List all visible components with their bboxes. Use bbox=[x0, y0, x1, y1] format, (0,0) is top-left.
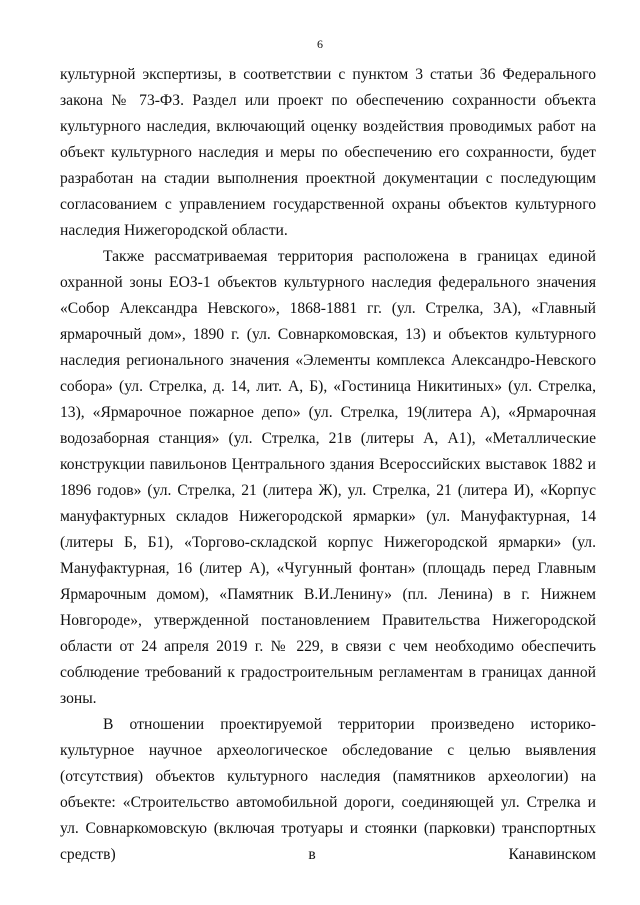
page-number: 6 bbox=[317, 37, 323, 51]
paragraph-expertise-continuation: культурной экспертизы, в соответствии с пунктом 3 статьи 36 Федерального закона № 73-ФЗ. Раздел или проект по обеспечению сохранности объекта культурного наследия, включающий оценку воздействия проводимых работ на объект культурного наследия и меры по обеспечению его сохранности, будет разработан на стадии выполнения проектной документации с последующим согласованием с управлением государственной охраны объектов культурного наследия Нижегородской области. bbox=[60, 66, 596, 239]
document-body bbox=[60, 62, 596, 868]
paragraph-archaeological-survey: В отношении проектируемой территории произведено историко-культурное научное археологическое обследование с целью выявления (отсутствия) объектов культурного наследия (памятников археологии) на объекте: «Строительство автомобильной дороги, соединяющей ул. Стрелка и ул. Совнаркомовскую (включая тротуары и стоянки (парковки) транспортных средств) в Канавинском bbox=[60, 716, 596, 863]
paragraph-protection-zone: Также рассматриваемая территория расположена в границах единой охранной зоны ЕОЗ-1 объектов культурного наследия федерального значения «Собор Александра Невского», 1868-1881 гг. (ул. Стрелка, 3А), «Главный ярмарочный дом», 1890 г. (ул. Совнаркомовская, 13) и объектов культурного наследия регионального значения «Элементы комплекса Александро-Невского собора» (ул. Стрелка, д. 14, лит. А, Б), «Гостиница Никитиных» (ул. Стрелка, 13), «Ярмарочное пожарное депо» (ул. Стрелка, 19(литера А), «Ярмарочная водозаборная станция» (ул. Стрелка, 21в (литеры А, А1), «Металлические конструкции павильонов Центрального здания Всероссийских выставок 1882 и 1896 годов» (ул. Стрелка, 21 (литера Ж), ул. Стрелка, 21 (литера И), «Корпус мануфактурных складов Нижегородской ярмарки» (ул. Мануфактурная, 14 (литеры Б, Б1), «Торгово-складской корпус Нижегородской ярмарки» (ул. Мануфактурная, 16 (литер А), «Чугунный фонтан» (площадь перед Главным Ярмарочным домом), «Памятник В.И.Ленину» (пл. Ленина) в г. Нижнем Новгороде», утвержденной постановлением Правительства Нижегородской области от 24 апреля 2019 г. № 229, в связи с чем необходимо обеспечить соблюдение требований к градостроительным регламентам в границах данной зоны. bbox=[60, 248, 596, 707]
